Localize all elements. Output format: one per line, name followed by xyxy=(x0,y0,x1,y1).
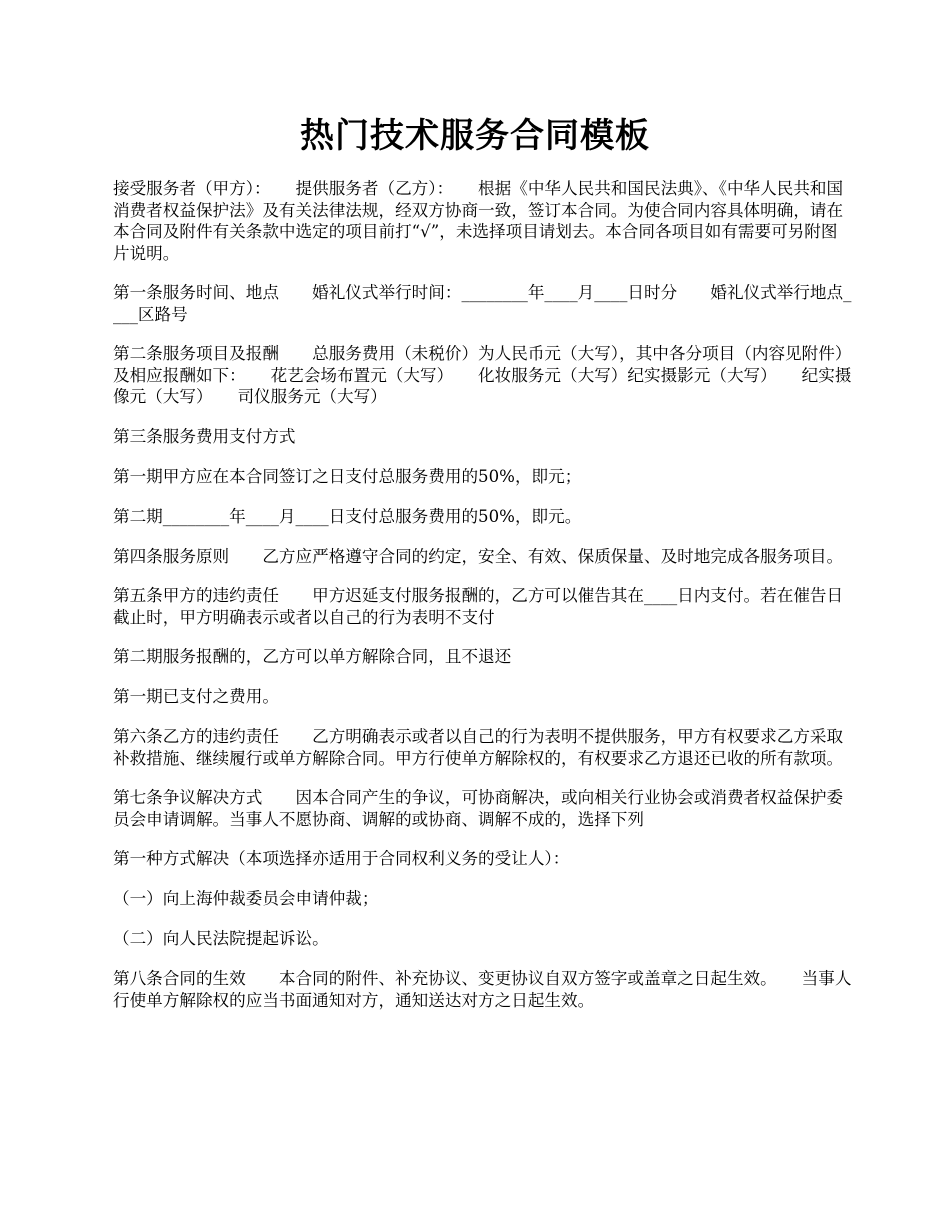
paragraph-payment-phase-1: 第一期甲方应在本合同签订之日支付总服务费用的50%，即元； xyxy=(113,466,582,486)
paragraph-preamble: 接受服务者（甲方）： 提供服务者（乙方）： 根据《中华人民共和国民法典》、《中华人民共和国消费者权益保护法》及有关法律法规，经双方协商一致，签订本合同。为使合同内容具体明确，请在本合同及附件有关条款中选定的项目前打“√”，未选择项目请划去。本合同各项目如有需要可另附图片说明。 xyxy=(113,179,844,263)
document-body xyxy=(113,178,853,1029)
paragraph-article-7-cont: 第一种方式解决（本项选择亦适用于合同权利义务的受让人）： xyxy=(113,849,570,868)
document-title: 热门技术服务合同模板 xyxy=(300,116,650,156)
paragraph-article-5-cont-1: 第二期服务报酬的，乙方可以单方解除合同，且不退还 xyxy=(113,647,512,666)
paragraph-article-2: 第二条服务项目及报酬 总服务费用（未税价）为人民币元（大写），其中各分项目（内容见附件）及相应报酬如下： 花艺会场布置元（大写） 化妆服务元（大写）纪实摄影元（大写） 纪实摄像元（大写） 司仪服务元（大写） xyxy=(113,344,852,406)
paragraph-article-4: 第四条服务原则 乙方应严格遵守合同的约定，安全、有效、保质保量、及时地完成各服务项目。 xyxy=(113,546,844,566)
paragraph-option-2: （二）向人民法院提起诉讼。 xyxy=(113,929,329,948)
paragraph-article-6: 第六条乙方的违约责任 乙方明确表示或者以自己的行为表明不提供服务，甲方有权要求乙方采取补救措施、继续履行或单方解除合同。甲方行使单方解除权的，有权要求乙方退还已收的所有款项。 xyxy=(113,727,844,768)
paragraph-article-8: 第八条合同的生效 本合同的附件、补充协议、变更协议自双方签字或盖章之日起生效。 当事人行使单方解除权的应当书面通知对方，通知送达对方之日起生效。 xyxy=(113,969,852,1010)
paragraph-article-7: 第七条争议解决方式 因本合同产生的争议，可协商解决，或向相关行业协会或消费者权益保护委员会申请调解。当事人不愿协商、调解的或协商、调解不成的，选择下列 xyxy=(113,788,844,829)
paragraph-article-5-cont-2: 第一期已支付之费用。 xyxy=(113,687,279,706)
paragraph-article-1: 第一条服务时间、地点 婚礼仪式举行时间：________年____月____日时分 婚礼仪式举行地点____区路号 xyxy=(113,283,852,324)
paragraph-article-5: 第五条甲方的违约责任 甲方迟延支付服务报酬的，乙方可以催告其在____日内支付。若在催告日截止时，甲方明确表示或者以自己的行为表明不支付 xyxy=(113,586,844,627)
paragraph-article-3: 第三条服务费用支付方式 xyxy=(113,426,296,446)
paragraph-option-1: （一）向上海仲裁委员会申请仲裁； xyxy=(113,889,379,908)
paragraph-payment-phase-2: 第二期________年____月____日支付总服务费用的50%，即元。 xyxy=(113,506,582,526)
